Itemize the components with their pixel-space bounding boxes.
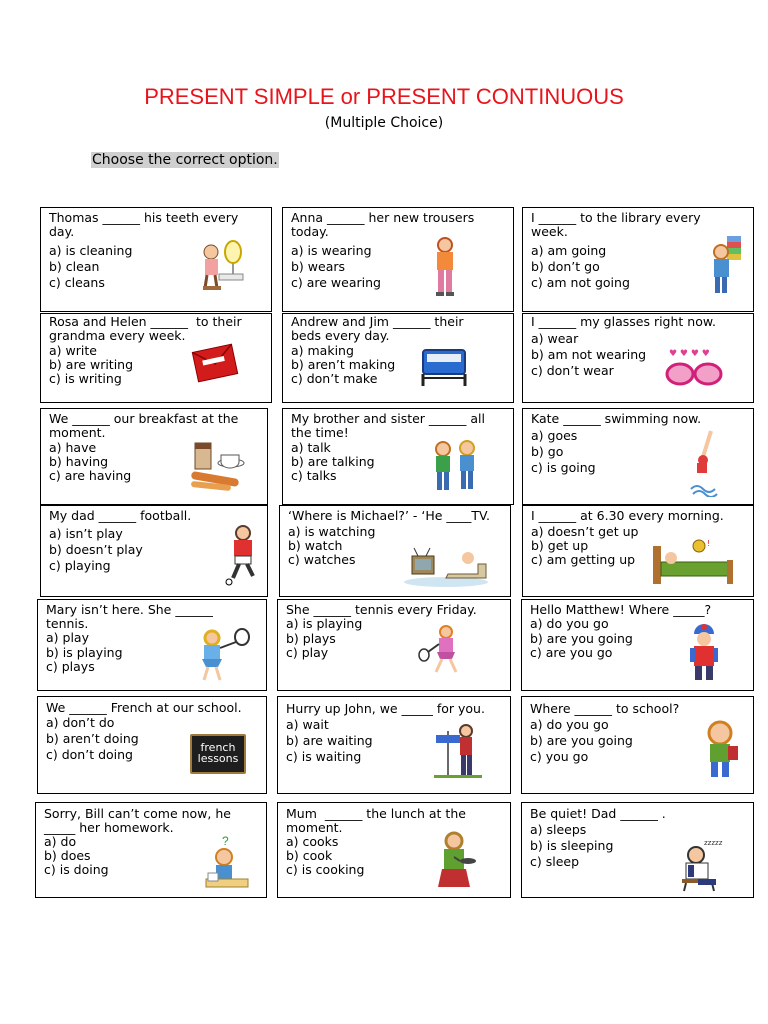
question-card-14 xyxy=(277,599,511,691)
option-a[interactable]: a) is cleaning xyxy=(49,243,133,258)
bed-icon xyxy=(419,344,469,388)
option-a[interactable]: a) have xyxy=(49,440,97,455)
question-text: My brother and sister ______ all the time! xyxy=(291,411,486,440)
question-text: ‘Where is Michael?’ - ‘He ____TV. xyxy=(288,508,490,523)
question-text: Mary isn’t here. She ______ tennis. xyxy=(46,602,213,631)
option-c[interactable]: c) is going xyxy=(531,460,596,475)
page-title: PRESENT SIMPLE or PRESENT CONTINUOUS xyxy=(144,84,624,109)
option-c[interactable]: c) watches xyxy=(288,552,356,567)
option-c[interactable]: c) play xyxy=(286,645,329,660)
tennis-girl-icon xyxy=(194,628,252,682)
option-b[interactable]: b) does xyxy=(44,848,91,863)
question-text: Be quiet! Dad ______ . xyxy=(530,806,666,821)
option-b[interactable]: b) go xyxy=(531,444,564,459)
question-card-7 xyxy=(40,408,268,505)
tv-watching-icon xyxy=(402,536,490,588)
question-card-6 xyxy=(522,313,754,403)
instruction: Choose the correct option. xyxy=(92,152,278,168)
option-c[interactable]: c) am not going xyxy=(531,275,630,290)
option-a[interactable]: a) wait xyxy=(286,717,329,732)
cooking-mum-icon xyxy=(432,831,478,893)
question-text: We ______ French at our school. xyxy=(46,700,242,715)
option-a[interactable]: a) cooks xyxy=(286,834,339,849)
option-a[interactable]: a) is watching xyxy=(288,524,376,539)
glasses-icon xyxy=(663,346,727,390)
option-b[interactable]: b) are you going xyxy=(530,733,633,748)
question-text: Rosa and Helen ______ to their grandma every week. xyxy=(49,314,242,343)
question-card-10 xyxy=(40,505,268,597)
option-b[interactable]: b) don’t go xyxy=(531,259,600,274)
winter-boy-icon xyxy=(684,624,724,684)
svg-text:♥ ♥ ♥ ♥: ♥ ♥ ♥ ♥ xyxy=(669,349,710,359)
question-card-8 xyxy=(282,408,514,505)
option-c[interactable]: c) is waiting xyxy=(286,749,362,764)
question-card-3 xyxy=(522,207,754,312)
page-subtitle: (Multiple Choice) xyxy=(324,115,444,131)
tennis-player-icon xyxy=(418,624,470,676)
option-b[interactable]: b) are talking xyxy=(291,454,375,469)
option-c[interactable]: c) is cooking xyxy=(286,862,365,877)
option-c[interactable]: c) don’t doing xyxy=(46,747,133,762)
question-text: Andrew and Jim ______ their beds every day. xyxy=(291,314,464,343)
option-a[interactable]: a) am going xyxy=(531,243,607,258)
question-text: Thomas ______ his teeth every day. xyxy=(49,210,239,239)
question-card-12 xyxy=(522,505,754,597)
football-player-icon xyxy=(223,524,263,586)
french-lessons-sign: french lessons xyxy=(197,741,239,765)
waiting-man-icon xyxy=(434,721,482,779)
option-b[interactable]: b) is playing xyxy=(46,644,123,660)
option-b[interactable]: b) am not wearing xyxy=(531,347,647,362)
option-b[interactable]: b) having xyxy=(49,454,109,469)
question-text: I ______ at 6.30 every morning. xyxy=(531,508,724,523)
question-text: I ______ my glasses right now. xyxy=(531,314,716,329)
question-card-16 xyxy=(37,696,267,794)
option-a[interactable]: a) don’t do xyxy=(46,715,115,730)
question-card-18 xyxy=(521,696,754,794)
snore-text: zzzzz xyxy=(704,839,723,847)
option-a[interactable]: a) do you go xyxy=(530,616,609,631)
option-a[interactable]: a) doesn’t get up xyxy=(531,524,639,539)
question-card-11 xyxy=(279,505,511,597)
option-a[interactable]: a) isn’t play xyxy=(49,526,123,541)
option-b[interactable]: b) is sleeping xyxy=(530,838,614,853)
option-b[interactable]: b) aren’t making xyxy=(291,357,396,372)
option-c[interactable]: c) are wearing xyxy=(291,275,381,290)
option-b[interactable]: b) get up xyxy=(531,538,589,553)
option-b[interactable]: b) doesn’t play xyxy=(49,542,143,557)
boy-with-books-icon xyxy=(707,234,745,298)
option-b[interactable]: b) clean xyxy=(49,259,100,274)
option-b[interactable]: b) plays xyxy=(286,630,336,646)
question-card-5 xyxy=(282,313,514,403)
question-text: Kate ______ swimming now. xyxy=(531,411,702,426)
option-a[interactable]: a) making xyxy=(291,343,354,358)
question-text: Hurry up John, we _____ for you. xyxy=(286,701,485,716)
option-b[interactable]: b) are you going xyxy=(530,630,633,646)
option-a[interactable]: a) play xyxy=(46,630,89,645)
question-card-19 xyxy=(35,802,267,898)
svg-text:?: ? xyxy=(222,835,229,848)
svg-text:!: ! xyxy=(707,539,711,548)
question-text: I ______ to the library every week. xyxy=(531,210,701,239)
envelope-icon xyxy=(191,340,239,386)
option-a[interactable]: a) is playing xyxy=(286,616,363,631)
question-text: Where ______ to school? xyxy=(530,701,680,716)
option-b[interactable]: b) aren’t doing xyxy=(46,731,139,746)
question-card-21 xyxy=(521,802,754,898)
question-text: Mum ______ the lunch at the moment. xyxy=(286,806,466,835)
option-a[interactable]: a) sleeps xyxy=(530,822,587,837)
option-a[interactable]: a) do xyxy=(44,834,77,849)
option-b[interactable]: b) watch xyxy=(288,538,343,553)
question-card-2 xyxy=(282,207,514,312)
breakfast-icon xyxy=(187,437,249,493)
option-c[interactable]: c) playing xyxy=(49,558,111,573)
girl-icon xyxy=(431,236,459,298)
option-c[interactable]: c) are having xyxy=(49,468,132,483)
option-a[interactable]: a) goes xyxy=(531,428,578,443)
question-text: Anna ______ her new trousers today. xyxy=(291,210,475,239)
brushing-teeth-icon xyxy=(197,238,245,294)
question-text: My dad ______ football. xyxy=(49,508,192,523)
option-c[interactable]: c) is writing xyxy=(49,371,122,386)
option-c[interactable]: c) am getting up xyxy=(531,552,636,567)
question-card-1 xyxy=(40,207,272,312)
option-a[interactable]: a) wear xyxy=(531,331,579,346)
question-text: We ______ our breakfast at the moment. xyxy=(49,411,239,440)
option-c[interactable]: c) are you go xyxy=(530,645,613,660)
question-card-13 xyxy=(37,599,267,691)
option-c[interactable]: c) plays xyxy=(46,659,95,674)
option-c[interactable]: c) talks xyxy=(291,468,337,483)
french-lessons-icon xyxy=(190,734,246,774)
question-card-17 xyxy=(277,696,511,794)
schoolboy-icon xyxy=(698,719,742,781)
option-b[interactable]: b) wears xyxy=(291,259,346,274)
homework-boy-icon xyxy=(202,835,252,891)
waking-up-icon xyxy=(651,536,737,586)
option-a[interactable]: a) write xyxy=(49,343,97,358)
question-text: Hello Matthew! Where _____? xyxy=(530,602,712,617)
option-c[interactable]: c) you go xyxy=(530,749,589,764)
option-c[interactable]: c) don’t wear xyxy=(531,363,614,378)
question-text: Sorry, Bill can’t come now, he _____ her homework. xyxy=(44,806,231,835)
question-card-15 xyxy=(521,599,754,691)
option-a[interactable]: a) is wearing xyxy=(291,243,372,258)
option-c[interactable]: c) cleans xyxy=(49,275,105,290)
option-a[interactable]: a) talk xyxy=(291,440,331,455)
question-card-9 xyxy=(522,408,754,505)
children-talking-icon xyxy=(429,439,483,495)
option-c[interactable]: c) don’t make xyxy=(291,371,378,386)
question-card-4 xyxy=(40,313,272,403)
option-c[interactable]: c) is doing xyxy=(44,862,109,877)
question-card-20 xyxy=(277,802,511,898)
option-b[interactable]: b) are waiting xyxy=(286,733,373,748)
question-text: She ______ tennis every Friday. xyxy=(286,602,477,617)
option-c[interactable]: c) sleep xyxy=(530,854,580,869)
option-b[interactable]: b) cook xyxy=(286,848,333,863)
diver-icon xyxy=(689,427,721,497)
sleeping-dad-icon xyxy=(676,835,740,893)
option-a[interactable]: a) do you go xyxy=(530,717,609,732)
option-b[interactable]: b) are writing xyxy=(49,357,134,372)
